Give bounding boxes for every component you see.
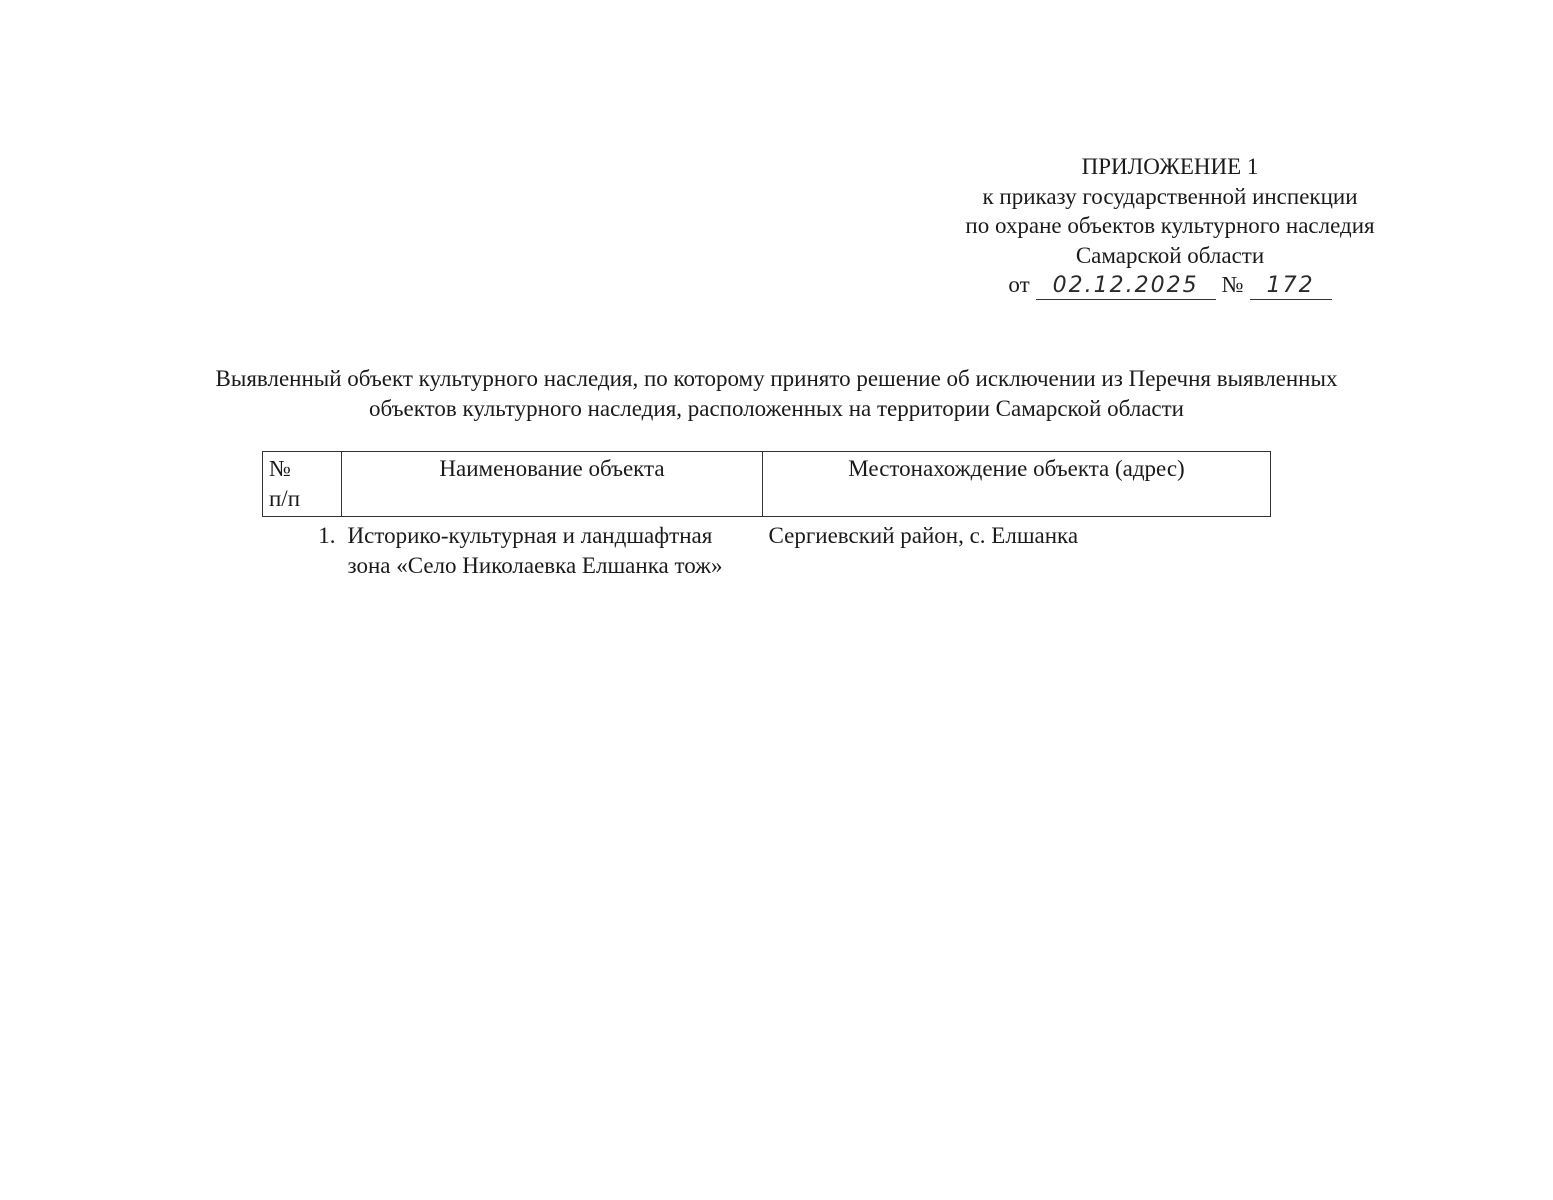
header-object-address: Местонахождение объекта (адрес) (763, 452, 1271, 517)
date-number-row (1008, 270, 1331, 300)
handwritten-number: 172 (1250, 273, 1332, 300)
appendix-block (920, 152, 1420, 300)
table-body (263, 517, 1271, 582)
document-title (0, 364, 1553, 424)
row-object-name: Историко-культурная и ландшафтная зона «Село Николаевка Елшанка тож» (347, 523, 723, 578)
title-line-2: объектов культурного наследия, расположенных на территории Самарской области (369, 396, 1184, 421)
header-number (263, 452, 342, 517)
table-row (263, 517, 1271, 582)
appendix-line-1: к приказу государственной инспекции (982, 183, 1358, 209)
appendix-date-line (920, 270, 1420, 300)
header-row (263, 452, 1271, 517)
title-line-1: Выявленный объект культурного наследия, по которому принято решение об исключении из Перечня выявленных (215, 366, 1338, 391)
heritage-table (262, 451, 1271, 581)
appendix-line-2: по охране объектов культурного наследия (965, 213, 1375, 238)
row-object-address: Сергиевский район, с. Елшанка (768, 523, 1079, 548)
table-header (263, 452, 1271, 517)
handwritten-date: 02.12.2025 (1036, 273, 1216, 300)
number-sign: № (1221, 272, 1244, 297)
date-prefix: от (1008, 272, 1030, 297)
header-object-name: Наименование объекта (342, 452, 763, 517)
header-number-abbr: п/п (269, 486, 301, 511)
row-number: 1. (318, 523, 336, 548)
header-number-sign: № (269, 456, 291, 481)
appendix-line-3: Самарской области (1075, 242, 1265, 268)
appendix-heading: ПРИЛОЖЕНИЕ 1 (1081, 154, 1259, 179)
